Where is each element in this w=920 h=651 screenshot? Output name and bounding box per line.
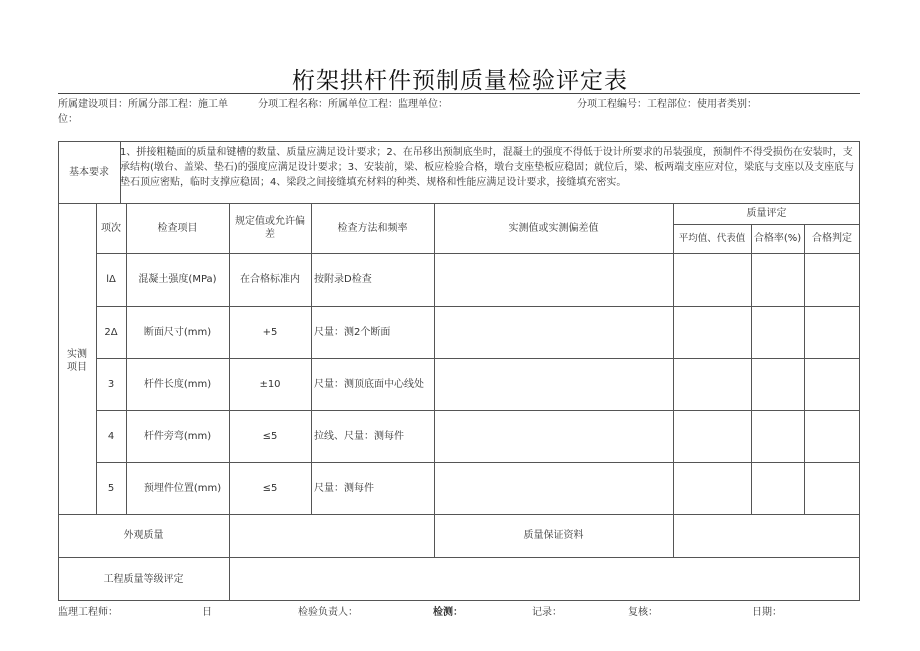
quality-assurance-label: 质量保证资料 (523, 530, 584, 541)
basic-requirements-text: 1、拼接粗糙面的质量和键槽的数量、质量应满足设计要求；2、在吊移出预制底坐时，混凝土的强度不得低于设计所要求的吊装强度，预制件不得受损伤在安装时，支承结构(墩台、盖梁、垫石)的强度应满足设计要求；3、安装前，梁、板应检验合格，墩台支座垫板应稳固；就位后，梁、板两端支座应对位，梁底与支座以及支座底与垫石顶应密贴，临时支撑应稳固；4、梁段之间接缝填充材料的种类、规格和性能应满足设计要求，接缝填充密实。 (120, 147, 855, 188)
header-check-method: 检查方法和频率 (337, 222, 408, 234)
footer-date: 日期： (752, 607, 782, 618)
header-project-info: 所属建设项目：所属分部工程：施工单位： (58, 99, 228, 125)
header-average-value: 平均值、代表值 (678, 233, 746, 244)
inspection-table (58, 141, 860, 601)
row-2-no: 2Δ (104, 326, 118, 338)
row-2-item: 断面尺寸(mm) (143, 326, 212, 338)
header-measured-values: 实测值或实测偏差值 (508, 222, 599, 234)
row-5-method: 尺量：测每件 (314, 482, 374, 494)
basic-requirements-label: 基本要求 (69, 166, 109, 178)
row-3-spec: ±10 (259, 378, 281, 390)
row-2-method: 尺量：测2个断面 (314, 326, 391, 338)
page-title: 桁架拱杆件预制质量检验评定表 (292, 68, 628, 94)
header-quality-assessment: 质量评定 (746, 208, 787, 219)
header-pass-rate: 合格率(%) (753, 233, 802, 244)
row-1-no: lΔ (106, 274, 116, 285)
row-3-method: 尺量：测顶底面中心线处 (314, 378, 424, 390)
header-work-info: 分项工程名称：所属单位工程：监理单位： (258, 99, 448, 110)
footer-recorder: 记录： (532, 607, 562, 618)
footer-day: 日 (202, 607, 212, 618)
row-3-item: 杆件长度(mm) (143, 378, 212, 390)
quality-grade-label: 工程质量等级评定 (103, 573, 184, 585)
row-4-item: 杆件旁弯(mm) (143, 430, 212, 442)
footer-test: 检测： (433, 607, 463, 618)
footer-supervisor: 监理工程师： (58, 607, 118, 618)
row-5-no: 5 (107, 482, 115, 494)
row-4-spec: ≤5 (262, 430, 278, 442)
footer-reviewer: 复核： (628, 607, 658, 618)
measured-items-section-label: 实测项目 (67, 349, 87, 373)
header-code-info: 分项工程编号：工程部位：使用者类别： (577, 99, 757, 110)
header-item-no: 项次 (101, 222, 121, 234)
header-check-item: 检查项目 (157, 222, 198, 234)
row-1-item: 混凝土强度(MPa) (138, 274, 217, 285)
row-4-method: 拉线、尺量：测每件 (314, 430, 404, 442)
title-underline (58, 93, 860, 94)
row-5-item: 预埋件位置(mm) (143, 482, 222, 494)
row-2-spec: +5 (262, 326, 278, 338)
footer-inspector: 检验负责人： (298, 607, 358, 618)
header-spec-value: 规定值或允许偏差 (235, 216, 305, 240)
header-judgement: 合格判定 (812, 233, 852, 244)
row-5-spec: ≤5 (262, 482, 278, 494)
row-1-spec: 在合格标准内 (240, 274, 300, 285)
row-3-no: 3 (107, 378, 115, 390)
row-4-no: 4 (107, 430, 115, 442)
appearance-quality-label: 外观质量 (123, 530, 164, 541)
row-1-method: 按附录D检查 (314, 274, 372, 285)
